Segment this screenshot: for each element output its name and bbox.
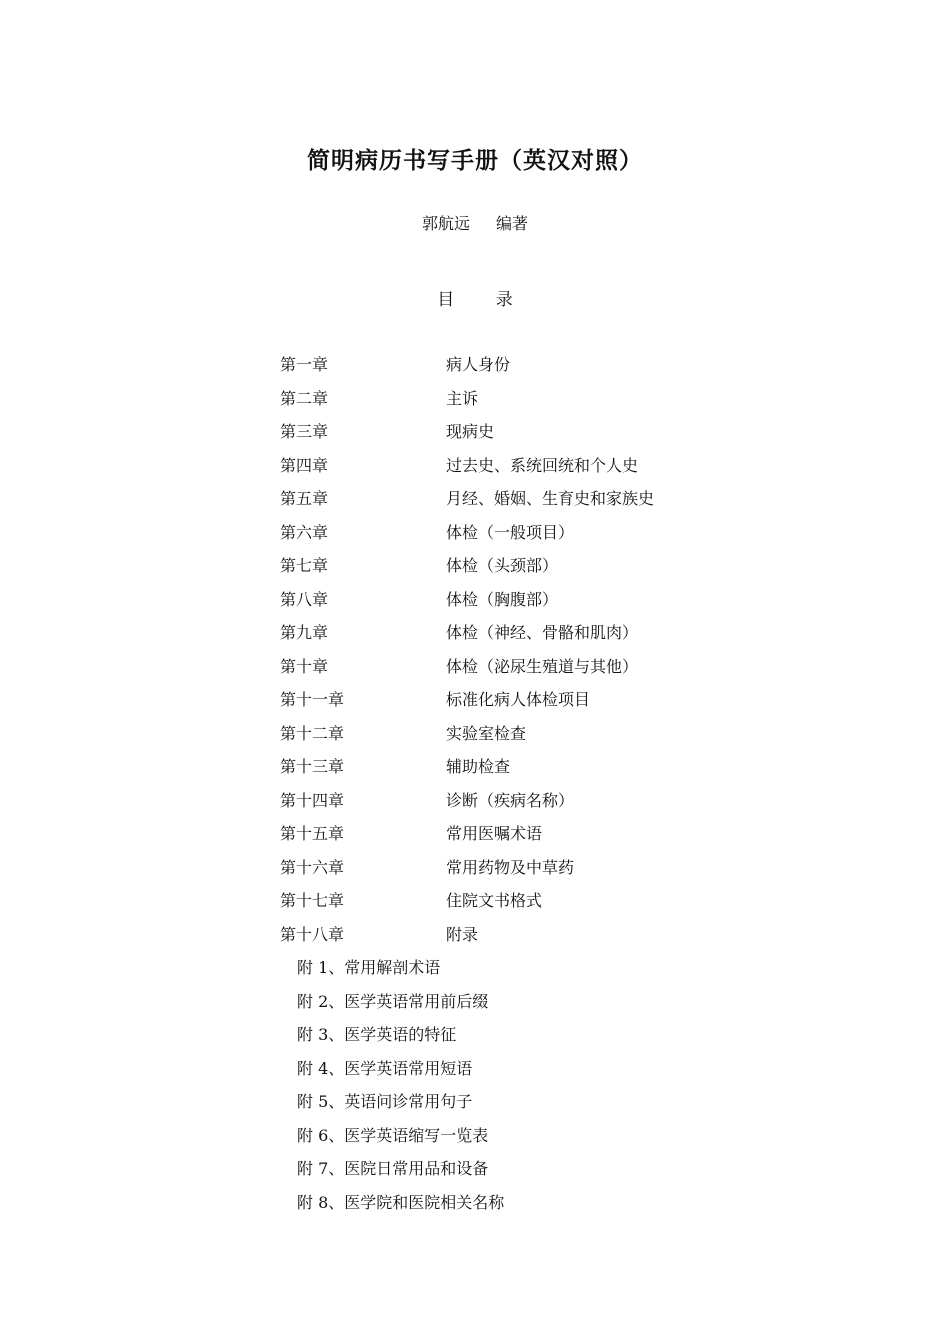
chapter-number: 第十章 [280,656,329,676]
chapter-number: 第九章 [280,623,329,642]
chapter-number: 第十五章 [280,824,345,843]
chapter-item [280,482,654,516]
chapter-number: 第七章 [280,556,329,575]
chapter-number: 第十三章 [280,757,345,776]
chapter-title: 体检（神经、骨骼和肌肉） [446,623,639,642]
chapter-title: 常用医嘱术语 [446,824,543,843]
chapter-number: 第十一章 [280,690,345,709]
chapter-item [280,516,654,550]
chapter-title: 诊断（疾病名称） [446,790,575,810]
chapter-item [280,851,654,885]
chapter-title: 过去史、系统回统和个人史 [446,455,639,475]
chapter-item [280,415,654,449]
chapter-number: 第十四章 [280,790,345,810]
chapter-number: 第一章 [280,355,329,374]
chapter-title: 体检（胸腹部） [446,589,559,609]
chapter-item [280,683,654,717]
chapter-number: 第四章 [280,455,329,475]
chapter-item [280,382,654,416]
chapter-number: 第二章 [280,388,329,408]
chapter-item [280,918,654,952]
chapter-item [280,583,654,617]
chapter-item [280,348,654,382]
chapter-number: 第十六章 [280,857,345,877]
chapter-title: 辅助检查 [446,757,511,776]
appendix-item: 附 7、医院日常用品和设备 [297,1159,489,1178]
chapter-item [280,784,654,818]
chapter-title: 现病史 [446,422,495,441]
chapter-item [280,750,654,784]
chapter-title: 标准化病人体检项目 [446,690,591,709]
appendix-item: 附 2、医学英语常用前后缀 [297,991,489,1011]
chapter-title: 月经、婚姻、生育史和家族史 [446,489,655,508]
chapter-item [280,717,654,751]
appendix-item: 附 4、医学英语常用短语 [297,1058,473,1078]
chapter-number: 第五章 [280,489,329,508]
chapter-item [280,884,654,918]
chapter-title: 实验室检查 [446,723,527,743]
chapter-title: 附录 [446,924,479,944]
appendix-item: 附 5、英语问诊常用句子 [297,1092,473,1111]
appendix-item: 附 6、医学英语缩写一览表 [297,1125,489,1145]
appendix-list [297,951,504,1219]
chapter-number: 第十七章 [280,891,345,910]
chapter-number: 第八章 [280,589,329,609]
chapter-list [280,348,654,951]
author-role: 编著 [496,214,529,233]
chapter-item [280,650,654,684]
chapter-item [280,817,654,851]
chapter-number: 第六章 [280,522,329,542]
appendix-item: 附 8、医学院和医院相关名称 [297,1192,505,1212]
toc-heading: 目 录 [437,290,531,310]
chapter-item [280,616,654,650]
appendix-item: 附 1、常用解剖术语 [297,958,441,977]
chapter-item [280,449,654,483]
chapter-title: 体检（一般项目） [446,522,575,542]
chapter-item [280,549,654,583]
chapter-title: 住院文书格式 [446,891,543,910]
chapter-title: 体检（泌尿生殖道与其他） [446,656,639,676]
chapter-title: 体检（头颈部） [446,556,559,575]
document-title: 简明病历书写手册（英汉对照） [307,148,643,174]
appendix-item: 附 3、医学英语的特征 [297,1025,457,1044]
chapter-number: 第十二章 [280,723,345,743]
chapter-title: 病人身份 [446,355,511,374]
chapter-title: 主诉 [446,388,479,408]
chapter-number: 第三章 [280,422,329,441]
author-name: 郭航远 [421,214,470,233]
author-line [0,211,950,234]
chapter-number: 第十八章 [280,924,345,944]
chapter-title: 常用药物及中草药 [446,857,575,877]
